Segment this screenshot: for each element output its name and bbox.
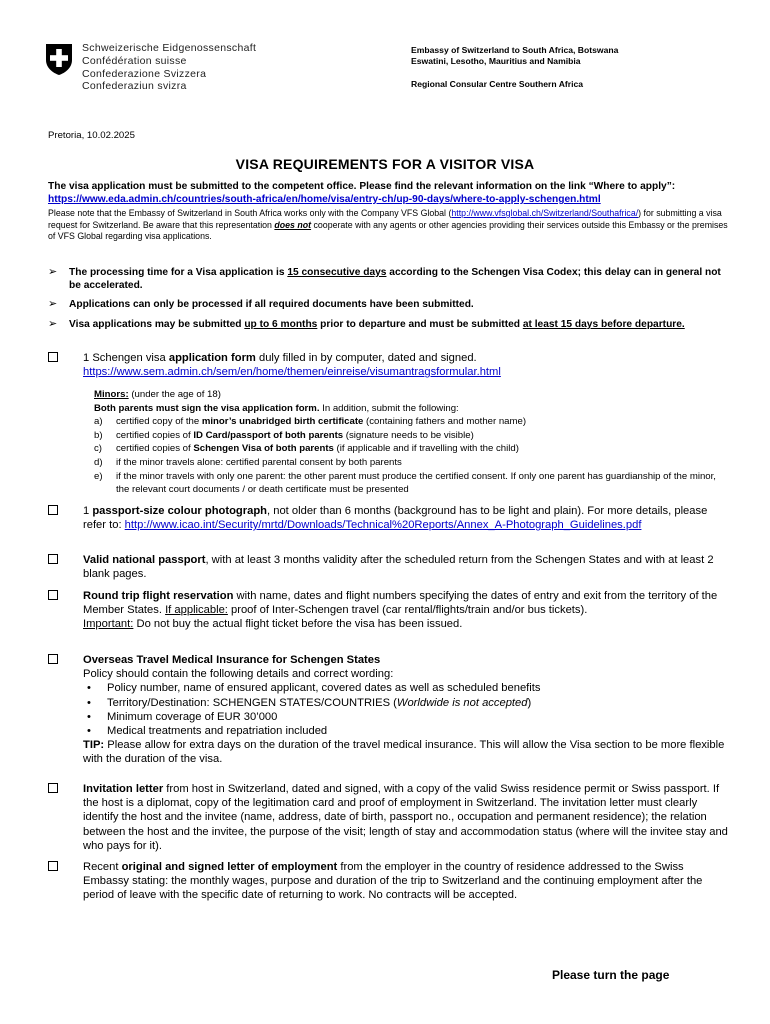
arrow-bullet-icon: ➢: [48, 298, 58, 310]
req-bold: Overseas Travel Medical Insurance for Schengen States: [83, 654, 381, 666]
embassy-line-1: Embassy of Switzerland to South Africa, Botswana: [411, 45, 619, 55]
requirement-passport: Valid national passport, with at least 3 months validity after the scheduled return from the Schengen States and with at least 2 blank pages.: [48, 553, 728, 581]
checkbox[interactable]: [48, 554, 58, 564]
note-text-b: ) for submitting a visa request for Switzerland. Be aware that this representation: [48, 208, 722, 230]
turn-page-note: Please turn the page: [552, 968, 670, 982]
note-text-a: Please note that the Embassy of Switzerland in South Africa works only with the Company VFS Global (: [48, 208, 452, 218]
checkbox[interactable]: [48, 505, 58, 515]
page-title: VISA REQUIREMENTS FOR A VISITOR VISA: [235, 156, 535, 172]
requirement-employment-letter: Recent original and signed letter of employment from the employer in the country of residence addressed to the Swiss Embassy stating: the monthly wages, purpose and duration of the trip to Switzerland and the continuing employment after the period of leave with the specific date of returning to work. No contracts will be accepted.: [48, 860, 728, 903]
confed-it: Confederazione Svizzera: [82, 67, 207, 80]
arrow-underlined: up to 6 months: [244, 319, 318, 330]
processing-time-item: [48, 266, 728, 293]
arrow-underlined-2: at least 15 days before departure.: [522, 319, 685, 330]
minors-both-tail: In addition, submit the following:: [319, 402, 459, 414]
bullet-dot-icon: •: [87, 682, 91, 695]
requirement-application-form: [48, 351, 728, 379]
confederation-names: [82, 42, 256, 93]
insurance-bullet: • Territory/Destination: SCHENGEN STATES/COUNTRIES (Worldwide is not accepted): [87, 696, 532, 709]
minors-item: e) if the minor travels with only one parent: the other parent must produce the certified consent. If only one parent has guardianship of the minor, the relevant court documents / or death certificate must be presented: [94, 470, 716, 496]
submission-window-item: [48, 318, 728, 331]
embassy-line-2: Eswatini, Lesotho, Mauritius and Namibia: [411, 56, 581, 67]
insurance-bullet: • Minimum coverage of EUR 30’000: [87, 710, 278, 723]
req-bold: Valid national passport: [83, 554, 206, 566]
req-text: 1 Schengen visa: [83, 352, 169, 364]
minors-section: [94, 388, 724, 497]
arrow-text-tail: according to the Schengen Visa Codex; this delay can in general not be accelerated.: [69, 267, 721, 292]
minors-both-parents: Both parents must sign the visa application form.: [94, 402, 320, 414]
minors-item: b) certified copies of ID Card/passport of both parents (signature needs to be visible): [94, 429, 474, 441]
vfs-note: [48, 208, 728, 243]
minors-age: (under the age of 18): [128, 389, 221, 400]
bullet-dot-icon: •: [87, 725, 91, 738]
minors-label: Minors:: [94, 389, 129, 400]
tip-label: TIP:: [83, 739, 105, 752]
arrow-bullet-icon: ➢: [48, 318, 58, 330]
regional-centre: Regional Consular Centre Southern Africa: [411, 79, 584, 90]
checkbox[interactable]: [48, 783, 58, 793]
note-text-c: cooperate with any agents or other agencies providing their services outside this Embassy or the premises of VFS Global regarding visa applications.: [48, 219, 728, 242]
minors-item: d) if the minor travels alone: certified parental consent by both parents: [94, 456, 402, 468]
checkbox[interactable]: [48, 590, 58, 600]
requirement-flight-reservation: Round trip flight reservation with name, dates and flight numbers specifying the dates of entry and exit from the territory of the Member States. If applicable: proof of Inter-Schengen travel (car rental/flights/train and/or bus tickets). Important: Do not buy the actual flight ticket before the visa has been issued.: [48, 589, 728, 632]
swiss-coat-of-arms-icon: [44, 42, 74, 76]
important-label: Important:: [83, 618, 134, 631]
req-text-tail: duly filled in by computer, dated and signed.: [255, 352, 477, 364]
req-bold: passport-size colour photograph: [92, 505, 268, 517]
note-emphasis: does not: [274, 219, 312, 230]
req-bold: application form: [168, 352, 256, 364]
minors-item: a) certified copy of the minor’s unabridged birth certificate (containing fathers and mother name): [94, 416, 527, 428]
arrow-underlined: 15 consecutive days: [287, 267, 387, 278]
checkbox[interactable]: [48, 352, 58, 362]
bullet-dot-icon: •: [87, 696, 91, 709]
requirement-medical-insurance: Overseas Travel Medical Insurance for Schengen States Policy should contain the following details and correct wording: • Policy number, name of ensured applicant, covered dates as well as scheduled benefits • Territory/Destination: SCHENGEN STATES/COUNTRIES (Worldwide is not accepted) • Minimum coverage of EUR 30’000 • Medical treatments and repatriation included TIP: Please allow for extra days on the duration of the travel medical insurance. This will allow the Visa section to be more flexible with the duration of the visa.: [48, 653, 728, 767]
intro-paragraph: [48, 180, 728, 206]
requirement-invitation-letter: Invitation letter from host in Switzerland, dated and signed, with a copy of the valid Swiss residence permit or Swiss passport. If the host is a diplomat, copy of the legitimation card and proof of employment in Switzerland. The invitation letter must clearly identify the host and the invitee (name, address, date of birth, passport no., occupation and permanent residence); the relation between the host and the invitee, the purpose of the visit; length of stay and accommodation status (where will the invitee stay and who pays for it).: [48, 782, 728, 853]
arrow-text: Visa applications may be submitted: [69, 319, 245, 330]
checkbox[interactable]: [48, 861, 58, 871]
minors-item: c) certified copies of Schengen Visa of both parents (if applicable and if travelling with the child): [94, 443, 519, 455]
arrow-bullet-icon: ➢: [48, 266, 58, 278]
bullet-dot-icon: •: [87, 710, 91, 723]
confed-de: Schweizerische Eidgenossenschaft: [82, 42, 257, 54]
req-bold: original and signed letter of employment: [121, 861, 338, 873]
vfs-global-link[interactable]: http://www.vfsglobal.ch/Switzerland/Southafrica/: [451, 208, 639, 218]
where-to-apply-link[interactable]: https://www.eda.admin.ch/countries/south-africa/en/home/visa/entry-ch/up-90-days/where-to-apply-schengen.html: [48, 194, 601, 205]
arrow-text-mid: prior to departure and must be submitted: [317, 319, 523, 330]
checkbox[interactable]: [48, 654, 58, 664]
req-bold: Round trip flight reservation: [83, 590, 234, 602]
arrow-text: Applications can only be processed if all required documents have been submitted.: [69, 299, 474, 310]
insurance-bullet: • Medical treatments and repatriation included: [87, 725, 328, 738]
req-bold: Invitation letter: [83, 783, 164, 795]
embassy-address: [411, 45, 618, 91]
intro-text: The visa application must be submitted to the competent office. Please find the relevant information on the link “Where to apply”:: [48, 181, 676, 192]
confed-fr: Confédération suisse: [82, 54, 187, 67]
icao-photo-guidelines-link[interactable]: http://www.icao.int/Security/mrtd/Downloads/Technical%20Reports/Annex_A-Photograph_Guidelines.pdf: [124, 519, 642, 532]
visa-form-link[interactable]: https://www.sem.admin.ch/sem/en/home/themen/einreise/visumantragsformular.html: [83, 366, 501, 379]
requirement-photograph: 1 passport-size colour photograph, not older than 6 months (background has to be light and plain). For more details, please refer to: http://www.icao.int/Security/mrtd/Downloads/Technical%20Reports/Annex_A-Photograph_Guidelines.pdf: [48, 504, 728, 532]
insurance-bullet: • Policy number, name of ensured applicant, covered dates as well as scheduled benefits: [87, 682, 541, 695]
arrow-text: The processing time for a Visa application is: [69, 267, 288, 278]
document-date: Pretoria, 10.02.2025: [48, 130, 135, 141]
documents-item: [48, 298, 728, 311]
confed-rm: Confederaziun svizra: [82, 80, 187, 93]
